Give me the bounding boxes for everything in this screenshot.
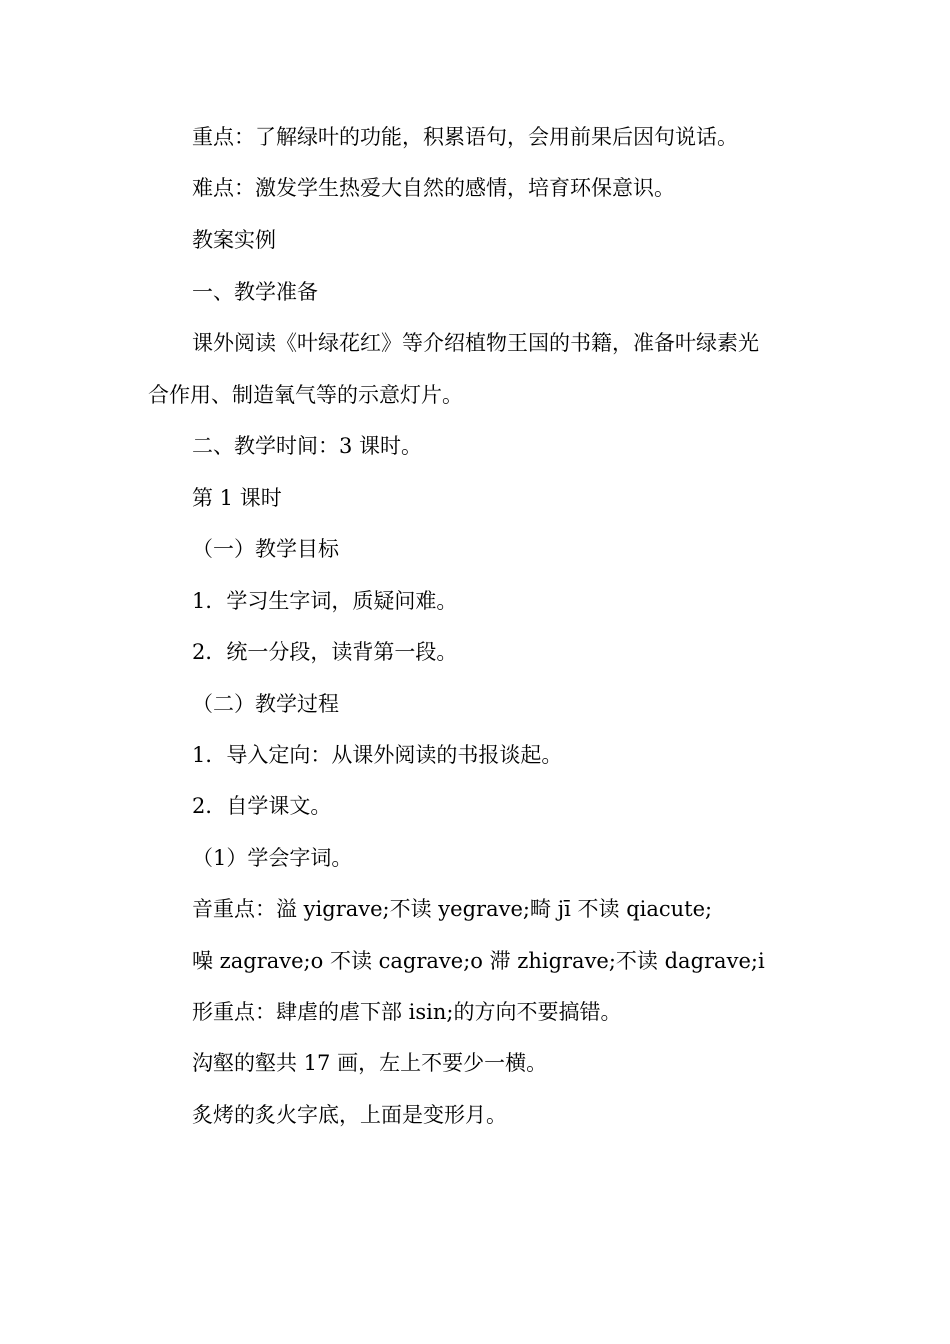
section-heading-preparation: 一、教学准备 xyxy=(192,280,318,304)
paragraph-key-points: 重点：了解绿叶的功能，积累语句，会用前果后因句说话。 xyxy=(192,125,738,149)
list-item-process-2: 2．自学课文。 xyxy=(192,794,332,818)
subheading-objectives: （一）教学目标 xyxy=(192,537,339,561)
section-heading-time: 二、教学时间：3 课时。 xyxy=(192,434,423,458)
paragraph-pronunciation-2: 噪 zagrave;o 不读 cagrave;o 滞 zhigrave;不读 dagrave;i xyxy=(192,949,765,973)
paragraph-difficulties: 难点：激发学生热爱大自然的感情，培育环保意识。 xyxy=(192,176,675,200)
list-item-objective-1: 1．学习生字词，质疑问难。 xyxy=(192,589,458,613)
paragraph-form-1: 形重点：肆虐的虐下部 isin;的方向不要搞错。 xyxy=(192,1000,622,1024)
paragraph-preparation-line2: 合作用、制造氧气等的示意灯片。 xyxy=(148,383,463,407)
list-item-objective-2: 2．统一分段，读背第一段。 xyxy=(192,640,458,664)
list-item-process-1: 1．导入定向：从课外阅读的书报谈起。 xyxy=(192,743,563,767)
paragraph-preparation-line1: 课外阅读《叶绿花红》等介绍植物王国的书籍，准备叶绿素光 xyxy=(192,331,759,355)
subheading-process: （二）教学过程 xyxy=(192,692,339,716)
paragraph-pronunciation-1: 音重点：溢 yigrave;不读 yegrave;畸 jī 不读 qiacute; xyxy=(192,897,713,921)
section-heading-example: 教案实例 xyxy=(192,228,276,252)
paragraph-form-3: 炙烤的炙火字底，上面是变形月。 xyxy=(192,1103,507,1127)
paragraph-form-2: 沟壑的壑共 17 画，左上不要少一横。 xyxy=(192,1051,548,1075)
list-item-words: （1）学会字词。 xyxy=(192,846,353,870)
lesson-heading: 第 1 课时 xyxy=(192,486,282,510)
